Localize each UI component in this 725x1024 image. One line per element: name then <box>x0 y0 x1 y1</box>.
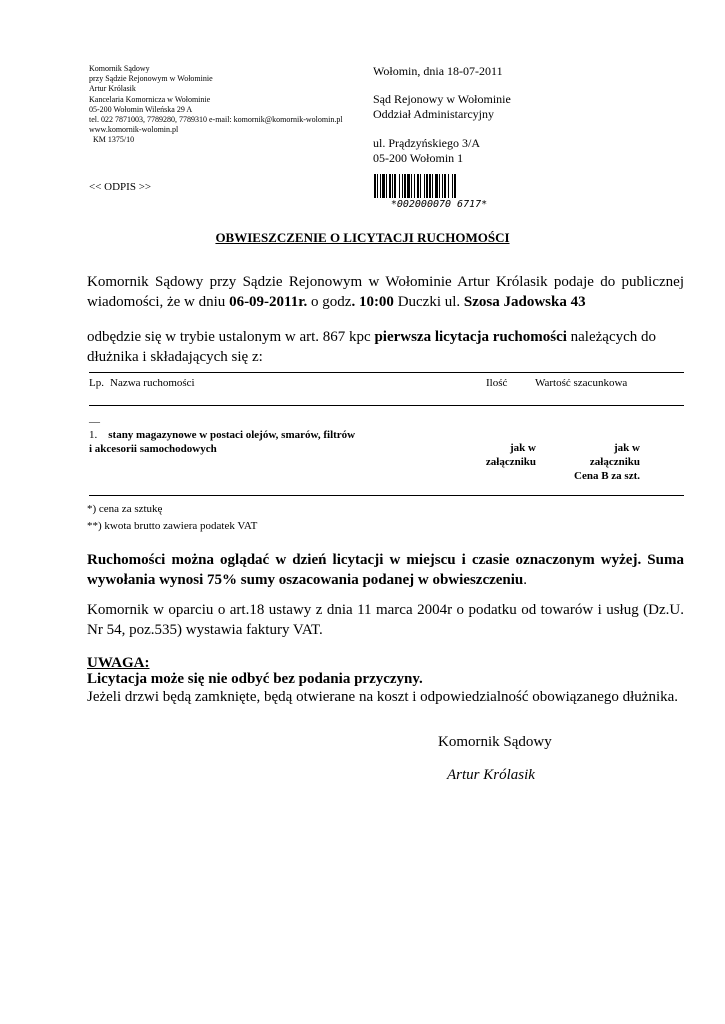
barcode-bar <box>411 174 412 198</box>
barcode-bar <box>426 174 428 198</box>
table-rule <box>89 495 684 496</box>
auction-time: . 10:00 <box>351 293 394 310</box>
barcode <box>373 172 505 208</box>
row-number: 1. <box>89 429 98 441</box>
cancellation-note: Licytacja może się nie odbyć bez podania przyczyny. <box>87 671 423 687</box>
barcode-bar <box>417 174 419 198</box>
barcode-bar <box>435 174 438 198</box>
barcode-bar <box>429 174 431 198</box>
auction-place: Szosa Jadowska 43 <box>463 293 586 310</box>
auction-date: 06-09-2011r. <box>229 293 308 310</box>
vat-paragraph: Komornik w oparciu o art.18 ustawy z dnia 11 marca 2004r o podatku od towarów i usług (Dz.U. Nr 54, poz.535) wystawia faktury VAT. <box>87 602 684 638</box>
barcode-bar <box>399 174 400 198</box>
recipient-line: Oddział Administarcyjny <box>373 107 494 121</box>
barcode-bar <box>392 174 393 198</box>
col-qty: Ilość <box>486 377 508 389</box>
document-title: OBWIESZCZENIE O LICYTACJI RUCHOMOŚCI <box>215 230 510 245</box>
doors-note: Jeżeli drzwi będą zamknięte, będą otwierane na koszt i odpowiedzialność obowiązanego dłużnika. <box>87 689 679 705</box>
barcode-bar <box>407 174 410 198</box>
sender-line: 05-200 Wołomin Wileńska 29 A <box>89 104 193 114</box>
case-number: KM 1375/10 <box>93 135 135 145</box>
text-span: należących do dłużnika i składających się z: <box>87 329 657 365</box>
sender-line: Kancelaria Komornicza w Wołominie <box>89 94 211 104</box>
text-span: Duczki ul. <box>393 293 464 310</box>
barcode-bar <box>382 174 385 198</box>
barcode-bar <box>389 174 391 198</box>
barcode-bar <box>452 174 453 198</box>
footnote-price: *) cena za sztukę <box>87 503 163 515</box>
auction-type: pierwsza licytacja ruchomości <box>374 329 567 345</box>
barcode-text: *002000070 6717* <box>390 199 488 208</box>
text-span: odbędzie się w trybie ustalonym w art. 867 kpc <box>87 329 375 345</box>
footnote-vat: **) kwota brutto zawiera podatek VAT <box>87 520 258 532</box>
value-line: jak w <box>614 442 640 454</box>
table-rule <box>89 372 684 373</box>
barcode-bar <box>439 174 440 198</box>
table-row-value <box>560 441 640 483</box>
barcode-bar <box>432 174 433 198</box>
text-span: Komornik Sądowy przy Sądzie Rejonowym w Wołominie Artur Królasik podaje do publicznej wiadomości, że w dniu <box>87 274 684 310</box>
sender-block <box>89 64 343 146</box>
table-row-qty <box>478 441 536 469</box>
text-span: . <box>523 571 528 588</box>
barcode-bar <box>444 174 446 198</box>
qty-line: jak w <box>510 442 536 454</box>
viewing-paragraph <box>87 551 684 590</box>
address-line: 05-200 Wołomin 1 <box>373 151 464 165</box>
row-name-1: stany magazynowe w postaci olejów, smarów, filtrów <box>108 429 356 441</box>
barcode-bar <box>420 174 421 198</box>
date-line: Wołomin, dnia 18-07-2011 <box>373 64 503 78</box>
qty-line: załączniku <box>485 456 536 468</box>
barcode-bar <box>454 174 456 198</box>
barcode-bar <box>380 174 381 198</box>
text-span: o godz <box>307 293 352 310</box>
recipient-line: Sąd Rejonowy w Wołominie <box>373 92 511 106</box>
table-row-name <box>89 428 399 456</box>
table-rule <box>89 405 684 406</box>
barcode-bar <box>394 174 396 198</box>
row-name-2: i akcesorii samochodowych <box>89 443 217 455</box>
uwaga-heading: UWAGA: <box>87 655 150 671</box>
barcode-bar <box>374 174 376 198</box>
barcode-bar <box>448 174 449 198</box>
col-lp: Lp. <box>89 377 104 389</box>
col-value: Wartość szacunkowa <box>535 377 628 389</box>
sender-line: Komornik Sądowy <box>89 64 150 73</box>
barcode-bar <box>402 174 403 198</box>
barcode-bar <box>414 174 415 198</box>
value-line: załączniku <box>589 456 640 468</box>
announcement-paragraph <box>87 273 684 312</box>
value-line: Cena B za szt. <box>574 470 640 482</box>
header-right <box>373 64 511 166</box>
signature-name: Artur Królasik <box>447 767 535 783</box>
barcode-bar <box>404 174 406 198</box>
col-name: Nazwa ruchomości <box>110 377 195 389</box>
sender-line: przy Sądzie Rejonowym w Wołominie <box>89 74 213 84</box>
address-line: ul. Prądzyńskiego 3/A <box>373 136 480 150</box>
barcode-bar <box>386 174 387 198</box>
sender-line: www.komornik-wolomin.pl <box>89 125 179 135</box>
text-span: Ruchomości można oglądać w dzień licytacji w miejscu i czasie oznaczonym wyżej. Suma wywołania wynosi 75% sumy oszacowania podanej w obwieszczeniu <box>87 552 684 588</box>
signature-title: Komornik Sądowy <box>438 734 552 750</box>
odpis-label: << ODPIS >> <box>89 181 152 193</box>
table-dash: __ <box>89 412 100 424</box>
sender-line: tel. 022 7871003, 7789280, 7789310 e-mail: komornik@komornik-wolomin.pl <box>89 115 343 125</box>
auction-paragraph <box>87 328 684 367</box>
sender-line: Artur Królasik <box>89 84 136 94</box>
barcode-bar <box>442 174 443 198</box>
barcode-bar <box>377 174 378 198</box>
barcode-bar <box>424 174 425 198</box>
